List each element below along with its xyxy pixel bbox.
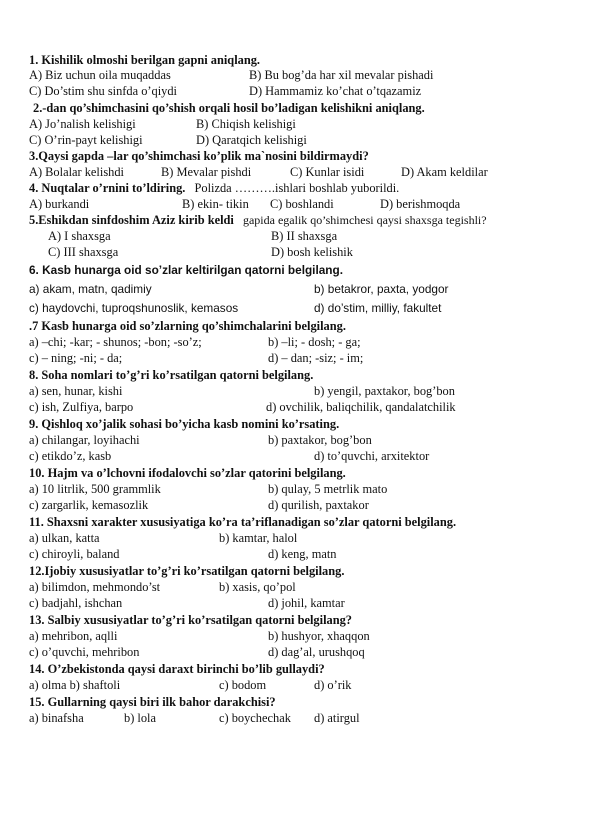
question-5-title — [29, 212, 487, 228]
question-14-option-c: c) bodom — [219, 678, 267, 692]
question-7-option-a: a) –chi; -kar; - shunos; -bon; -so’z; — [29, 335, 202, 349]
question-9-title: 9. Qishloq xo’jalik sohasi bo’yicha kasb nomini ko’rsating. — [29, 417, 340, 431]
question-13-option-d: d) dag’al, urushqoq — [268, 645, 365, 659]
question-10-option-b: b) qulay, 5 metrlik mato — [268, 482, 388, 496]
question-1-title: 1. Kishilik olmoshi berilgan gapni aniqlang. — [29, 53, 261, 67]
question-11-option-a: a) ulkan, katta — [29, 531, 100, 545]
question-13-option-c: c) o’quvchi, mehribon — [29, 645, 140, 659]
question-15-option-a: a) binafsha — [29, 711, 84, 725]
question-5-option-a: A) I shaxsga — [48, 229, 111, 243]
question-5-option-b: B) II shaxsga — [271, 229, 338, 243]
question-4-option-a: A) burkandi — [29, 197, 90, 211]
question-13-option-b: b) hushyor, xhaqqon — [268, 629, 370, 643]
question-2-option-a: A) Jo’nalish kelishigi — [29, 117, 136, 131]
question-9-option-d: d) to’quvchi, arxitektor — [314, 449, 430, 463]
question-14-option-a-b: a) olma b) shaftoli — [29, 678, 121, 692]
question-15-option-c: c) boychechak — [219, 711, 291, 725]
question-9-option-c: c) etikdo’z, kasb — [29, 449, 112, 463]
question-15-option-d: d) atirgul — [314, 711, 360, 725]
question-3-option-a: A) Bolalar kelishdi — [29, 165, 124, 179]
question-4-title — [29, 180, 399, 196]
question-3-title: 3.Qaysi gapda –lar qo’shimchasi ko’plik ma`nosini bildirmaydi? — [29, 149, 369, 163]
question-3-option-d: D) Akam keldilar — [401, 165, 488, 179]
question-6-title: 6. Kasb hunarga oid so’zlar keltirilgan qatorni belgilang. — [29, 263, 343, 277]
question-10-option-d: d) qurilish, paxtakor — [268, 498, 369, 512]
question-6-option-c: c) haydovchi, tuproqshunoslik, kemasos — [29, 301, 239, 315]
question-8-option-c: c) ish, Zulfiya, barpo — [29, 400, 134, 414]
question-9-option-b: b) paxtakor, bog’bon — [268, 433, 372, 447]
question-2-title: 2.-dan qo’shimchasini qo’shish orqali hosil bo’ladigan kelishikni aniqlang. — [33, 101, 425, 115]
question-6-option-a: a) akam, matn, qadimiy — [29, 282, 152, 296]
question-8-option-d: d) ovchilik, baliqchilik, qandalatchilik — [266, 400, 456, 414]
question-1-option-c: C) Do’stim shu sinfda o’qiydi — [29, 84, 177, 98]
question-4-option-b: B) ekin- tikin — [182, 197, 249, 211]
question-11-option-c: c) chiroyli, baland — [29, 547, 120, 561]
question-5-option-c: C) III shaxsga — [48, 245, 119, 259]
question-4-option-d: D) berishmoqda — [380, 197, 461, 211]
question-1-option-d: D) Hammamiz ko’chat o’tqazamiz — [249, 84, 422, 98]
question-7-option-d: d) – dan; -siz; - im; — [268, 351, 364, 365]
question-15-option-b: b) lola — [124, 711, 156, 725]
question-7-option-b: b) –li; - dosh; - ga; — [268, 335, 361, 349]
question-11-option-b: b) kamtar, halol — [219, 531, 298, 545]
question-10-option-a: a) 10 litrlik, 500 grammlik — [29, 482, 161, 496]
question-14-title: 14. O’zbekistonda qaysi daraxt birinchi bo’lib gullaydi? — [29, 662, 325, 676]
question-6-option-b: b) betakror, paxta, yodgor — [314, 282, 449, 296]
question-12-title: 12.Ijobiy xususiyatlar to’g’ri ko’rsatilgan qatorni belgilang. — [29, 564, 345, 578]
question-4-text: Polizda ……….ishlari boshlab yuborildi. — [194, 181, 400, 195]
question-10-option-c: c) zargarlik, kemasozlik — [29, 498, 149, 512]
question-4-option-c: C) boshlandi — [270, 197, 334, 211]
question-2-option-c: C) O’rin-payt kelishigi — [29, 133, 143, 147]
question-1-option-b: B) Bu bog’da har xil mevalar pishadi — [249, 68, 434, 82]
question-12-option-d: d) johil, kamtar — [268, 596, 345, 610]
question-12-option-a: a) bilimdon, mehmondo’st — [29, 580, 161, 594]
question-11-title: 11. Shaxsni xarakter xususiyatiga ko’ra ta’riflanadigan so’zlar qatorni belgilang. — [29, 515, 457, 529]
question-11-option-d: d) keng, matn — [268, 547, 337, 561]
question-13-option-a: a) mehribon, aqlli — [29, 629, 118, 643]
question-3-option-c: C) Kunlar isidi — [290, 165, 365, 179]
question-10-title: 10. Hajm va o’lchovni ifodalovchi so’zlar qatorini belgilang. — [29, 466, 346, 480]
question-5-heading: 5.Eshikdan sinfdoshim Aziz kirib keldi — [29, 213, 234, 227]
question-5-option-d: D) bosh kelishik — [271, 245, 353, 259]
question-3-option-b: B) Mevalar pishdi — [161, 165, 252, 179]
question-12-option-b: b) xasis, qo’pol — [219, 580, 296, 594]
question-7-option-c: c) – ning; -ni; - da; — [29, 351, 123, 365]
question-7-title: .7 Kasb hunarga oid so’zlarning qo’shimchalarini belgilang. — [29, 319, 346, 333]
question-1-option-a: A) Biz uchun oila muqaddas — [29, 68, 171, 82]
question-12-option-c: c) badjahl, ishchan — [29, 596, 123, 610]
question-8-title: 8. Soha nomlari to’g’ri ko’rsatilgan qatorni belgilang. — [29, 368, 314, 382]
question-8-option-a: a) sen, hunar, kishi — [29, 384, 123, 398]
question-9-option-a: a) chilangar, loyihachi — [29, 433, 140, 447]
question-6-option-d: d) do’stim, milliy, fakultet — [314, 301, 442, 315]
question-8-option-b: b) yengil, paxtakor, bog’bon — [314, 384, 455, 398]
question-5-text: gapida egalik qo’shimchesi qaysi shaxsga tegishli? — [242, 213, 487, 227]
question-4-heading: 4. Nuqtalar o’rnini to’ldiring. — [29, 181, 186, 195]
question-2-option-b: B) Chiqish kelishigi — [196, 117, 296, 131]
question-2-option-d: D) Qaratqich kelishigi — [196, 133, 307, 147]
question-13-title: 13. Salbiy xususiyatlar to’g’ri ko’rsatilgan qatorni belgilang? — [29, 613, 352, 627]
question-14-option-d: d) o’rik — [314, 678, 352, 692]
question-15-title: 15. Gullarning qaysi biri ilk bahor darakchisi? — [29, 695, 276, 709]
